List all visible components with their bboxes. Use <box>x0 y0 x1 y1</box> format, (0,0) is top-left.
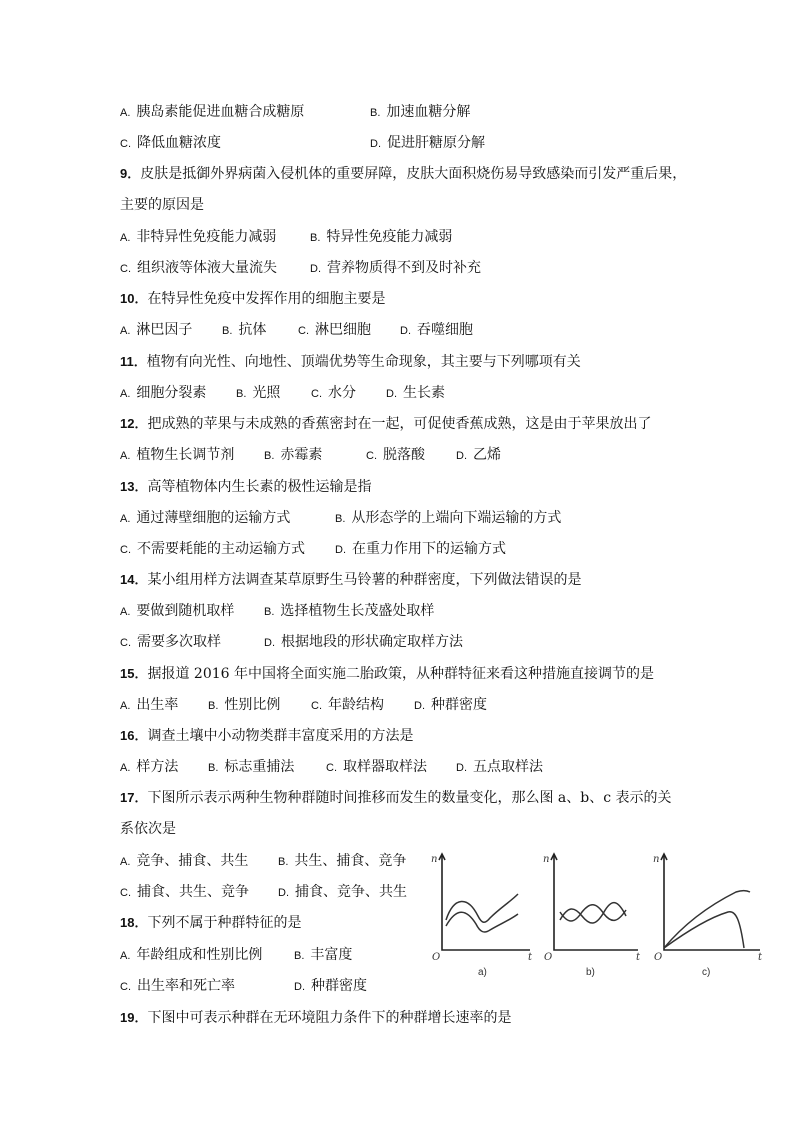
q9-option-d: D. 营养物质得不到及时补充 <box>310 260 481 276</box>
q19-stem: 19．下图中可表示种群在无环境阻力条件下的种群增长速率的是 <box>120 1010 512 1026</box>
q8-option-d: D. 促进肝糖原分解 <box>370 135 485 151</box>
q15-option-c: C. 年龄结构 <box>311 697 384 713</box>
q10-stem: 10．在特异性免疫中发挥作用的细胞主要是 <box>120 291 386 307</box>
q11-stem: 11．植物有向光性、向地性、顶端优势等生命现象，其主要与下列哪项有关 <box>120 354 581 370</box>
q17-option-c: C. 捕食、共生、竞争 <box>120 884 249 900</box>
q10-option-c: C. 淋巴细胞 <box>298 322 371 338</box>
graph-a-y-label: n <box>431 854 438 865</box>
q11-option-b: B. 光照 <box>236 385 281 401</box>
graph-b-caption: b) <box>586 967 595 978</box>
q13-option-c: C. 不需要耗能的主动运输方式 <box>120 541 305 557</box>
q8-option-c: C. 降低血糖浓度 <box>120 135 221 151</box>
q10-option-b: B. 抗体 <box>222 322 267 338</box>
q11-option-a: A. 细胞分裂素 <box>120 385 207 401</box>
q12-stem: 12．把成熟的苹果与未成熟的香蕉密封在一起，可促使香蕉成熟，这是由于苹果放出了 <box>120 416 652 432</box>
q9-option-a: A. 非特异性免疫能力减弱 <box>120 229 277 245</box>
q17-stem-cont: 系依次是 <box>120 821 176 837</box>
q17-option-d: D. 捕食、竞争、共生 <box>278 884 407 900</box>
graph-a-origin: O <box>432 952 441 963</box>
q13-option-d: D. 在重力作用下的运输方式 <box>335 541 506 557</box>
graph-c-curve-2 <box>664 912 744 948</box>
q16-option-a: A. 样方法 <box>120 759 179 775</box>
q18-option-d: D. 种群密度 <box>294 978 367 994</box>
q17-option-a: A. 竞争、捕食、共生 <box>120 853 249 869</box>
graph-a-curve-1 <box>446 894 518 922</box>
graph-b-origin: O <box>544 952 553 963</box>
q15-option-b: B. 性别比例 <box>208 697 281 713</box>
q10-option-d: D. 吞噬细胞 <box>400 322 473 338</box>
q15-stem: 15．据报道 2016 年中国将全面实施二胎政策，从种群特征来看这种措施直接调节的是 <box>120 666 655 682</box>
graph-a-axes <box>442 854 530 950</box>
q14-option-a: A. 要做到随机取样 <box>120 603 235 619</box>
q15-option-a: A. 出生率 <box>120 697 179 713</box>
q11-option-d: D. 生长素 <box>386 385 445 401</box>
q14-option-b: B. 选择植物生长茂盛处取样 <box>264 603 435 619</box>
q16-stem: 16．调查土壤中小动物类群丰富度采用的方法是 <box>120 728 414 744</box>
q8-option-b: B. 加速血糖分解 <box>370 104 471 120</box>
q8-option-a: A. 胰岛素能促进血糖合成糖原 <box>120 104 305 120</box>
q13-stem: 13．高等植物体内生长素的极性运输是指 <box>120 479 372 495</box>
graph-c-origin: O <box>654 952 663 963</box>
graph-c-x-label: t <box>758 952 763 963</box>
q16-option-d: D. 五点取样法 <box>456 759 543 775</box>
q14-option-c: C. 需要多次取样 <box>120 634 221 650</box>
q12-option-a: A. 植物生长调节剂 <box>120 447 235 463</box>
graph-b-x-label: t <box>636 952 641 963</box>
q18-option-b: B. 丰富度 <box>294 947 353 963</box>
graph-c <box>653 854 763 978</box>
q15-option-d: D. 种群密度 <box>414 697 487 713</box>
graph-a-x-label: t <box>528 952 533 963</box>
graph-b <box>543 854 641 978</box>
q9-option-b: B. 特异性免疫能力减弱 <box>310 229 453 245</box>
q12-option-b: B. 赤霉素 <box>264 447 323 463</box>
graph-b-axes <box>554 854 638 950</box>
graph-a <box>431 854 533 978</box>
graph-b-y-label: n <box>543 854 550 865</box>
graph-b-curve-2 <box>560 905 626 921</box>
q18-option-a: A. 年龄组成和性别比例 <box>120 947 263 963</box>
q17-population-graphs <box>430 850 770 980</box>
q9-option-c: C. 组织液等体液大量流失 <box>120 260 277 276</box>
q12-option-c: C. 脱落酸 <box>366 447 425 463</box>
graph-c-y-label: n <box>653 854 660 865</box>
q16-option-c: C. 取样器取样法 <box>326 759 427 775</box>
q18-stem: 18．下列不属于种群特征的是 <box>120 915 302 931</box>
q12-option-d: D. 乙烯 <box>456 447 501 463</box>
q13-option-b: B. 从形态学的上端向下端运输的方式 <box>335 510 562 526</box>
q9-stem: 9．皮肤是抵御外界病菌入侵机体的重要屏障，皮肤大面积烧伤易导致感染而引发严重后果， <box>120 166 687 182</box>
q11-option-c: C. 水分 <box>311 385 356 401</box>
q13-option-a: A. 通过薄壁细胞的运输方式 <box>120 510 291 526</box>
graph-c-axes <box>664 854 760 950</box>
q17-option-b: B. 共生、捕食、竞争 <box>278 853 407 869</box>
graph-c-caption: c) <box>702 967 711 978</box>
q14-stem: 14．某小组用样方法调查某草原野生马铃薯的种群密度，下列做法错误的是 <box>120 572 582 588</box>
q14-option-d: D. 根据地段的形状确定取样方法 <box>264 634 463 650</box>
q17-stem: 17．下图所示表示两种生物种群随时间推移而发生的数量变化，那么图 a、b、c 表示的关 <box>120 790 672 806</box>
graph-a-caption: a) <box>478 967 487 978</box>
q9-stem-cont: 主要的原因是 <box>120 197 204 213</box>
q10-option-a: A. 淋巴因子 <box>120 322 193 338</box>
q16-option-b: B. 标志重捕法 <box>208 759 295 775</box>
graphs-svg <box>430 850 770 980</box>
q18-option-c: C. 出生率和死亡率 <box>120 978 235 994</box>
